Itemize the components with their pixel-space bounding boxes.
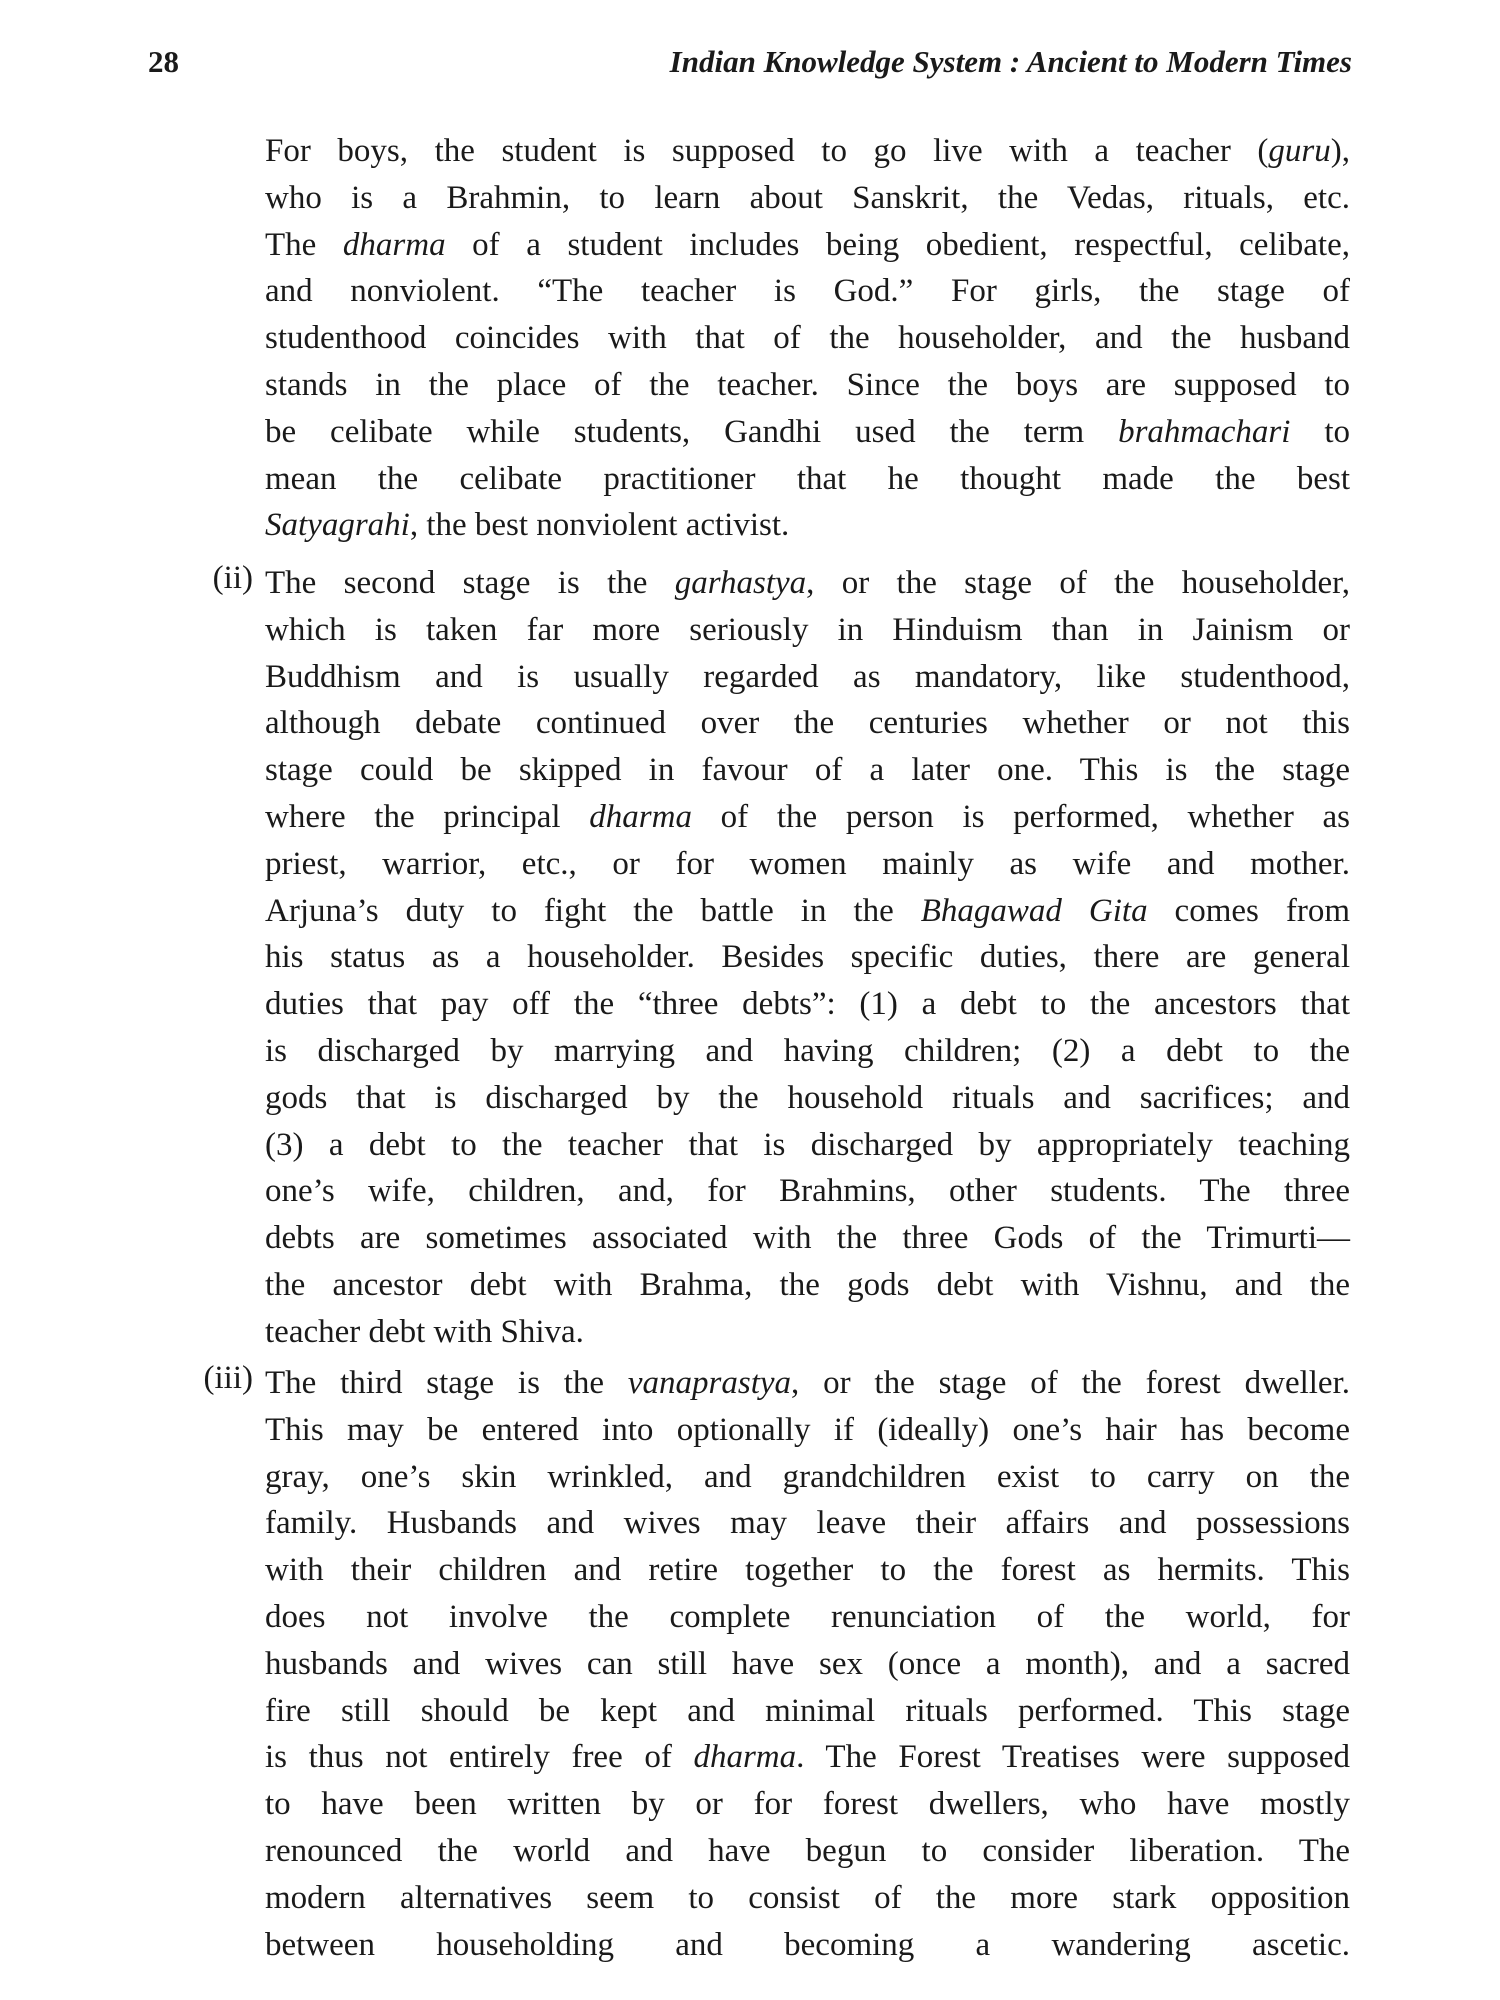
text-run: Buddhism and is usually regarded as mandatory, like studenthood, [265, 658, 1350, 695]
text-line [265, 315, 1350, 362]
italic-term: Bhagawad Gita [920, 892, 1148, 929]
list-item-vanaprastya [203, 1360, 1350, 1968]
text-line [265, 1641, 1350, 1688]
text-run: gray, one’s skin wrinkled, and grandchildren exist to carry on the [265, 1458, 1350, 1495]
text-run: stands in the place of the teacher. Since the boys are supposed to [265, 366, 1350, 403]
text-run: For boys, the student is supposed to go live with a teacher ( [265, 133, 1269, 169]
text-run: of a student includes being obedient, respectful, celibate, [445, 226, 1350, 263]
text-run: mean the celibate practitioner that he thought made the best [265, 460, 1350, 497]
text-run: . The Forest Treatises were supposed [796, 1739, 1350, 1776]
text-line [265, 1122, 1350, 1169]
text-run: This may be entered into optionally if (ideally) one’s hair has become [265, 1411, 1350, 1448]
paragraph-studenthood [265, 128, 1350, 549]
text-run: The second stage is the [265, 565, 675, 601]
text-line [265, 1547, 1350, 1594]
text-run: who is a Brahmin, to learn about Sanskrit, the Vedas, rituals, etc. [265, 179, 1350, 216]
text-line [265, 607, 1350, 654]
text-line [265, 888, 1350, 935]
text-run: studenthood coincides with that of the householder, and the husband [265, 320, 1350, 357]
text-run: priest, warrior, etc., or for women mainly as wife and mother. [265, 845, 1350, 882]
text-line [265, 128, 1350, 175]
text-line [265, 1407, 1350, 1454]
italic-term: Satyagrahi [265, 507, 410, 544]
text-run: , or the stage of the forest dweller. [791, 1365, 1350, 1401]
list-label: (iii) [203, 1360, 253, 1396]
text-run: to [1290, 413, 1351, 450]
text-run: debts are sometimes associated with the three Gods of the Trimurti— [265, 1220, 1350, 1257]
text-line [265, 981, 1350, 1028]
italic-term: brahmachari [1118, 413, 1291, 450]
italic-term: vanaprastya [627, 1365, 792, 1401]
text-run: , the best nonviolent activist. [409, 507, 790, 544]
text-run: which is taken far more seriously in Hinduism than in Jainism or [265, 611, 1350, 648]
text-run: teacher debt with Shiva. [265, 1313, 584, 1350]
text-run: the ancestor debt with Brahma, the gods debt with Vishnu, and the [265, 1266, 1350, 1303]
text-line [265, 794, 1350, 841]
text-line [265, 1922, 1350, 1969]
italic-term: garhastya [674, 565, 807, 601]
text-line [265, 560, 1350, 607]
text-run: one’s wife, children, and, for Brahmins, other students. The three [265, 1173, 1350, 1210]
text-run: The third stage is the [265, 1365, 628, 1401]
text-run: The [265, 226, 343, 263]
text-line [265, 1168, 1350, 1215]
text-line [265, 1781, 1350, 1828]
text-run: , or the stage of the householder, [806, 565, 1351, 601]
text-line [265, 841, 1350, 888]
list-label: (ii) [212, 560, 253, 596]
text-run: to have been written by or for forest dwellers, who have mostly [265, 1786, 1350, 1823]
text-line [265, 222, 1350, 269]
text-line [265, 1454, 1350, 1501]
text-run: renounced the world and have begun to consider liberation. The [265, 1832, 1350, 1869]
text-line [265, 268, 1350, 315]
text-line [265, 1215, 1350, 1262]
text-run: comes from [1147, 892, 1350, 929]
text-line [265, 700, 1350, 747]
text-run: Arjuna’s duty to fight the battle in the [265, 892, 921, 929]
text-line [265, 1734, 1350, 1781]
text-line [265, 409, 1350, 456]
text-run: stage could be skipped in favour of a later one. This is the stage [265, 752, 1350, 789]
text-line [265, 747, 1350, 794]
text-run: although debate continued over the centuries whether or not this [265, 705, 1350, 742]
text-line [265, 1262, 1350, 1309]
text-line [265, 1500, 1350, 1547]
text-line [265, 1594, 1350, 1641]
text-run: does not involve the complete renunciation of the world, for [265, 1598, 1350, 1635]
text-run: duties that pay off the “three debts”: (1) a debt to the ancestors that [265, 986, 1350, 1023]
text-run: is discharged by marrying and having children; (2) a debt to the [265, 1032, 1350, 1069]
page-number: 28 [148, 44, 179, 79]
text-line [265, 1688, 1350, 1735]
italic-term: dharma [589, 798, 692, 835]
text-run: where the principal [265, 798, 590, 835]
text-run: modern alternatives seem to consist of the more stark opposition [265, 1879, 1350, 1916]
running-title: Indian Knowledge System : Ancient to Modern Times [669, 44, 1352, 79]
text-run: ), [1330, 133, 1350, 169]
text-line [265, 1828, 1350, 1875]
italic-term: dharma [342, 226, 446, 263]
text-line [265, 654, 1350, 701]
text-line [265, 175, 1350, 222]
text-run: husbands and wives can still have sex (once a month), and a sacred [265, 1645, 1350, 1682]
text-line [265, 1075, 1350, 1122]
text-run: family. Husbands and wives may leave their affairs and possessions [265, 1505, 1350, 1542]
text-run: and nonviolent. “The teacher is God.” For girls, the stage of [265, 273, 1350, 310]
text-line [265, 456, 1350, 503]
text-run: his status as a householder. Besides specific duties, there are general [265, 939, 1350, 976]
text-run: with their children and retire together to the forest as hermits. This [265, 1552, 1350, 1589]
text-line [265, 362, 1350, 409]
text-line [265, 1875, 1350, 1922]
italic-term: guru [1268, 133, 1331, 169]
list-item-garhastya [212, 560, 1351, 1356]
text-line [265, 1309, 1350, 1356]
text-line [265, 1360, 1350, 1407]
text-run: is thus not entirely free of [265, 1739, 694, 1776]
text-run: be celibate while students, Gandhi used the term [265, 413, 1119, 450]
text-run: of the person is performed, whether as [691, 798, 1351, 835]
text-line [265, 934, 1350, 981]
text-run: (3) a debt to the teacher that is discharged by appropriately teaching [265, 1126, 1350, 1163]
text-run: fire still should be kept and minimal rituals performed. This stage [265, 1692, 1350, 1729]
text-line [265, 1028, 1350, 1075]
page-header [148, 44, 1352, 88]
text-line [265, 502, 1350, 549]
italic-term: dharma [693, 1739, 797, 1776]
text-run: gods that is discharged by the household rituals and sacrifices; and [265, 1079, 1350, 1116]
text-run: between householding and becoming a wandering ascetic. [265, 1926, 1350, 1963]
